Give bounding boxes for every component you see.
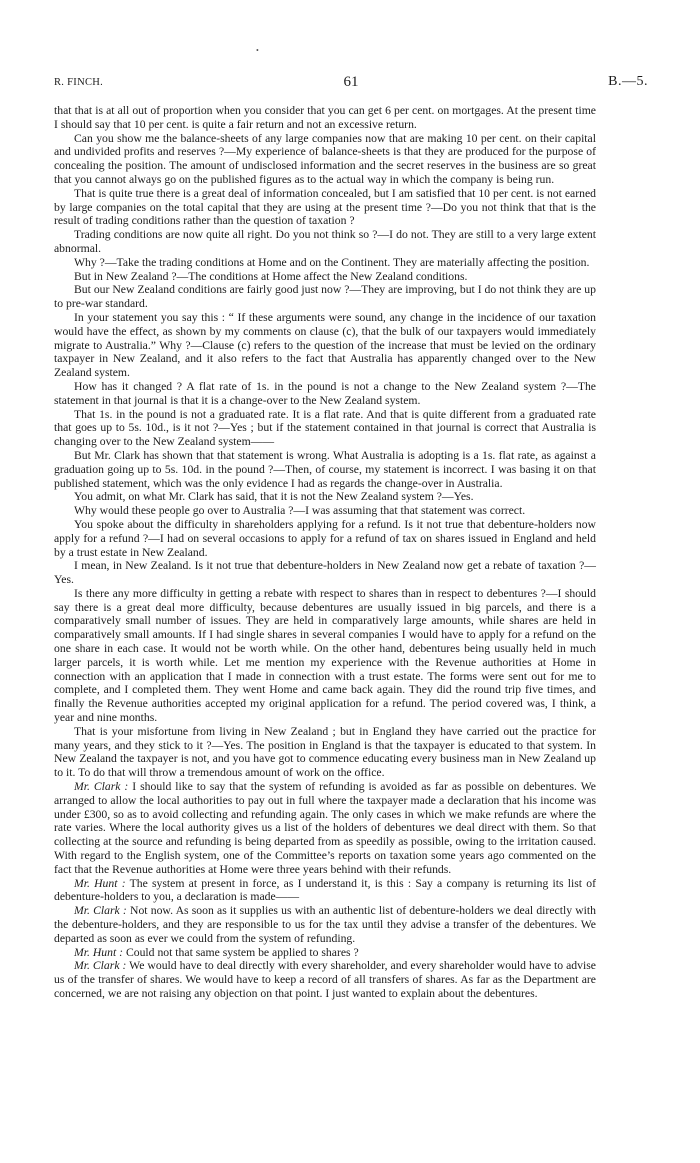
- paragraph-text: You admit, on what Mr. Clark has said, that it is not the New Zealand system ?—Yes.: [74, 490, 474, 504]
- page-number: 61: [343, 74, 359, 90]
- paragraph-text: You spoke about the difficulty in shareholders applying for a refund. Is it not true that debenture-holders now apply for a refund ?—I had on several occasions to apply for a refund of tax on shares issued in England and held by a trust estate in New Zealand.: [54, 517, 596, 559]
- paragraph-text: Is there any more difficulty in getting a rebate with respect to shares than in respect to debentures ?—I should say there is a great deal more difficulty, because debentures are usually issued in big parcels, and there is a comparatively small number of issues. They are held in comparatively large amounts, while shares are held in comparatively small amounts. If I had single shares in several companies I would have to apply for a refund on the one share in each case. It would not be worth while. On the other hand, debentures being usually held in much larger parcels, it is worth while. Let me mention my experience with the Revenue authorities at Home in connection with an application that I made in connection with a trust estate. The forms were sent out for me to complete, and I completed them. They went Home and came back again. They did the round trip five times, and finally the Revenue authorities accepted my original application for a refund. The period covered was, I think, a year and nine months.: [54, 586, 596, 725]
- paragraph-text: But our New Zealand conditions are fairly good just now ?—They are improving, but I do not think they are up to pre-war standard.: [54, 283, 596, 311]
- paragraph-text: In your statement you say this : “ If these arguments were sound, any change in the incidence of our taxation would have the effect, as shown by my comments on clause (c), that the bulk of our taxpayers would immediately migrate to Australia.” Why ?—Clause (c) refers to the question of the increase that must be levied on the ordinary taxpayer in New Zealand, and it also refers to the fact that Australia has apparently changed over to the New Zealand system.: [54, 310, 596, 380]
- paragraph-text: But in New Zealand ?—The conditions at Home affect the New Zealand conditions.: [74, 269, 468, 283]
- paragraph: [54, 283, 596, 311]
- paragraph-text: That is quite true there is a great deal of information concealed, but I am satisfied that 10 per cent. is not earned by large companies on the total capital that they are using at the present time ?—Do you not think that that is the result of trading conditions rather than the question of taxation ?: [54, 186, 596, 228]
- paragraph: [54, 959, 596, 1000]
- speaker-label: Mr. Clark :: [74, 959, 127, 973]
- paragraph: [54, 132, 596, 187]
- running-header: [54, 74, 648, 94]
- paragraph: [54, 877, 596, 905]
- paragraph: [54, 449, 596, 490]
- paragraph: [54, 946, 596, 960]
- paragraph-text: We would have to deal directly with every shareholder, and every shareholder would have to advise us of the transfer of shares. We would have to keep a record of all transfers of shares. As far as the Department are concerned, we are not raising any objection on that point. I just wanted to explain about the debentures.: [54, 959, 596, 1000]
- paragraph: [54, 904, 596, 945]
- speaker-label: Mr. Hunt :: [74, 945, 124, 959]
- body-text: [54, 104, 596, 1001]
- paragraph: [54, 104, 596, 132]
- paragraph: [54, 587, 596, 725]
- paragraph: [54, 504, 596, 518]
- paragraph: [54, 187, 596, 228]
- paragraph: [54, 559, 596, 587]
- paragraph: [54, 270, 596, 284]
- paragraph: [54, 725, 596, 780]
- paragraph: [54, 311, 596, 380]
- speaker-label: Mr. Clark :: [74, 780, 129, 794]
- document-reference: B.—5.: [608, 74, 648, 89]
- paragraph: [54, 228, 596, 256]
- paragraph-text: that that is at all out of proportion when you consider that you can get 6 per cent. on mortgages. At the present time I should say that 10 per cent. is quite a fair return and not an excessive return.: [54, 104, 596, 131]
- speaker-label: Mr. Clark :: [74, 904, 127, 918]
- paragraph-text: That is your misfortune from living in New Zealand ; but in England they have carried out the practice for many years, and they stick to it ?—Yes. The position in England is that the taxpayer is educated to that system. In New Zealand the taxpayer is not, and you have got to commence educating every business man in New Zealand up to it. To do that will throw a tremendous amount of work on the office.: [54, 724, 596, 780]
- paragraph: [54, 780, 596, 877]
- paragraph: [54, 490, 596, 504]
- header-witness-name: R. FINCH.: [54, 77, 104, 88]
- paragraph-text: Can you show me the balance-sheets of any large companies now that are making 10 per cent. on their capital and undivided profits and reserves ?—My experience of balance-sheets is that they are produced for the purpose of concealing the position. The amount of undisclosed information and the secret reserves in the business are so great that you cannot always go on the published figures as to the actual way in which the company is being run.: [54, 131, 596, 186]
- paragraph-text: The system at present in force, as I understand it, is this : Say a company is returning its list of debenture-holders to you, a declaration is made——: [54, 876, 596, 904]
- paragraph-text: Could not that same system be applied to shares ?: [125, 945, 359, 959]
- paragraph: [54, 408, 596, 449]
- paragraph: [54, 518, 596, 559]
- paragraph-text: I mean, in New Zealand. Is it not true that debenture-holders in New Zealand now get a rebate of taxation ?—Yes.: [54, 559, 596, 587]
- paragraph-text: How has it changed ? A flat rate of 1s. in the pound is not a change to the New Zealand system ?—The statement in that journal is that it is a change-over to the New Zealand system.: [54, 379, 596, 407]
- paragraph-text: Not now. As soon as it supplies us with an authentic list of debenture-holders we deal directly with the debenture-holders, and they are responsible to us for the tax until they advise a transfer of the debentures. We departed as soon as ever we could from the system of refunding.: [54, 904, 597, 945]
- paragraph: [54, 256, 596, 270]
- paragraph-text: But Mr. Clark has shown that that statement is wrong. What Australia is adopting is a 1s. flat rate, as against a graduation going up to 5s. 10d. in the pound ?—Then, of course, my statement is incorrect. I was basing it on that published statement, which was the only evidence I had as regards the change-over in Australia.: [54, 448, 596, 490]
- speaker-label: Mr. Hunt :: [74, 876, 126, 890]
- paragraph-text: That 1s. in the pound is not a graduated rate. It is a flat rate. And that is quite different from a graduated rate that goes up to 5s. 10d., is it not ?—Yes ; but if the statement contained in that journal is correct that Australia is changing over to the New Zealand system——: [54, 407, 596, 449]
- paragraph-text: I should like to say that the system of refunding is avoided as far as possible on debentures. We arranged to allow the local authorities to pay out in full where the taxpayer made a declaration that his income was under £300, so as to avoid collecting and refunding again. The only cases in which we make refunds are where the rate varies. Where the local authority gives us a list of the holders of debentures we deal direct with them. So that collecting at the source and refunding is being departed from as speedily as possible, owing to the irritation caused. With regard to the English system, one of the Committee’s reports on taxation some years ago commented on the fact that the Revenue authorities at Home were three years behind with their refunds.: [54, 780, 596, 876]
- paragraph-text: Trading conditions are now quite all right. Do you not think so ?—I do not. They are still to a very large extent abnormal.: [54, 228, 596, 255]
- page-mark: •: [256, 46, 259, 55]
- paragraph-text: Why ?—Take the trading conditions at Home and on the Continent. They are materially affecting the position.: [74, 255, 590, 269]
- paragraph-text: Why would these people go over to Australia ?—I was assuming that that statement was correct.: [74, 504, 526, 518]
- paragraph: [54, 380, 596, 408]
